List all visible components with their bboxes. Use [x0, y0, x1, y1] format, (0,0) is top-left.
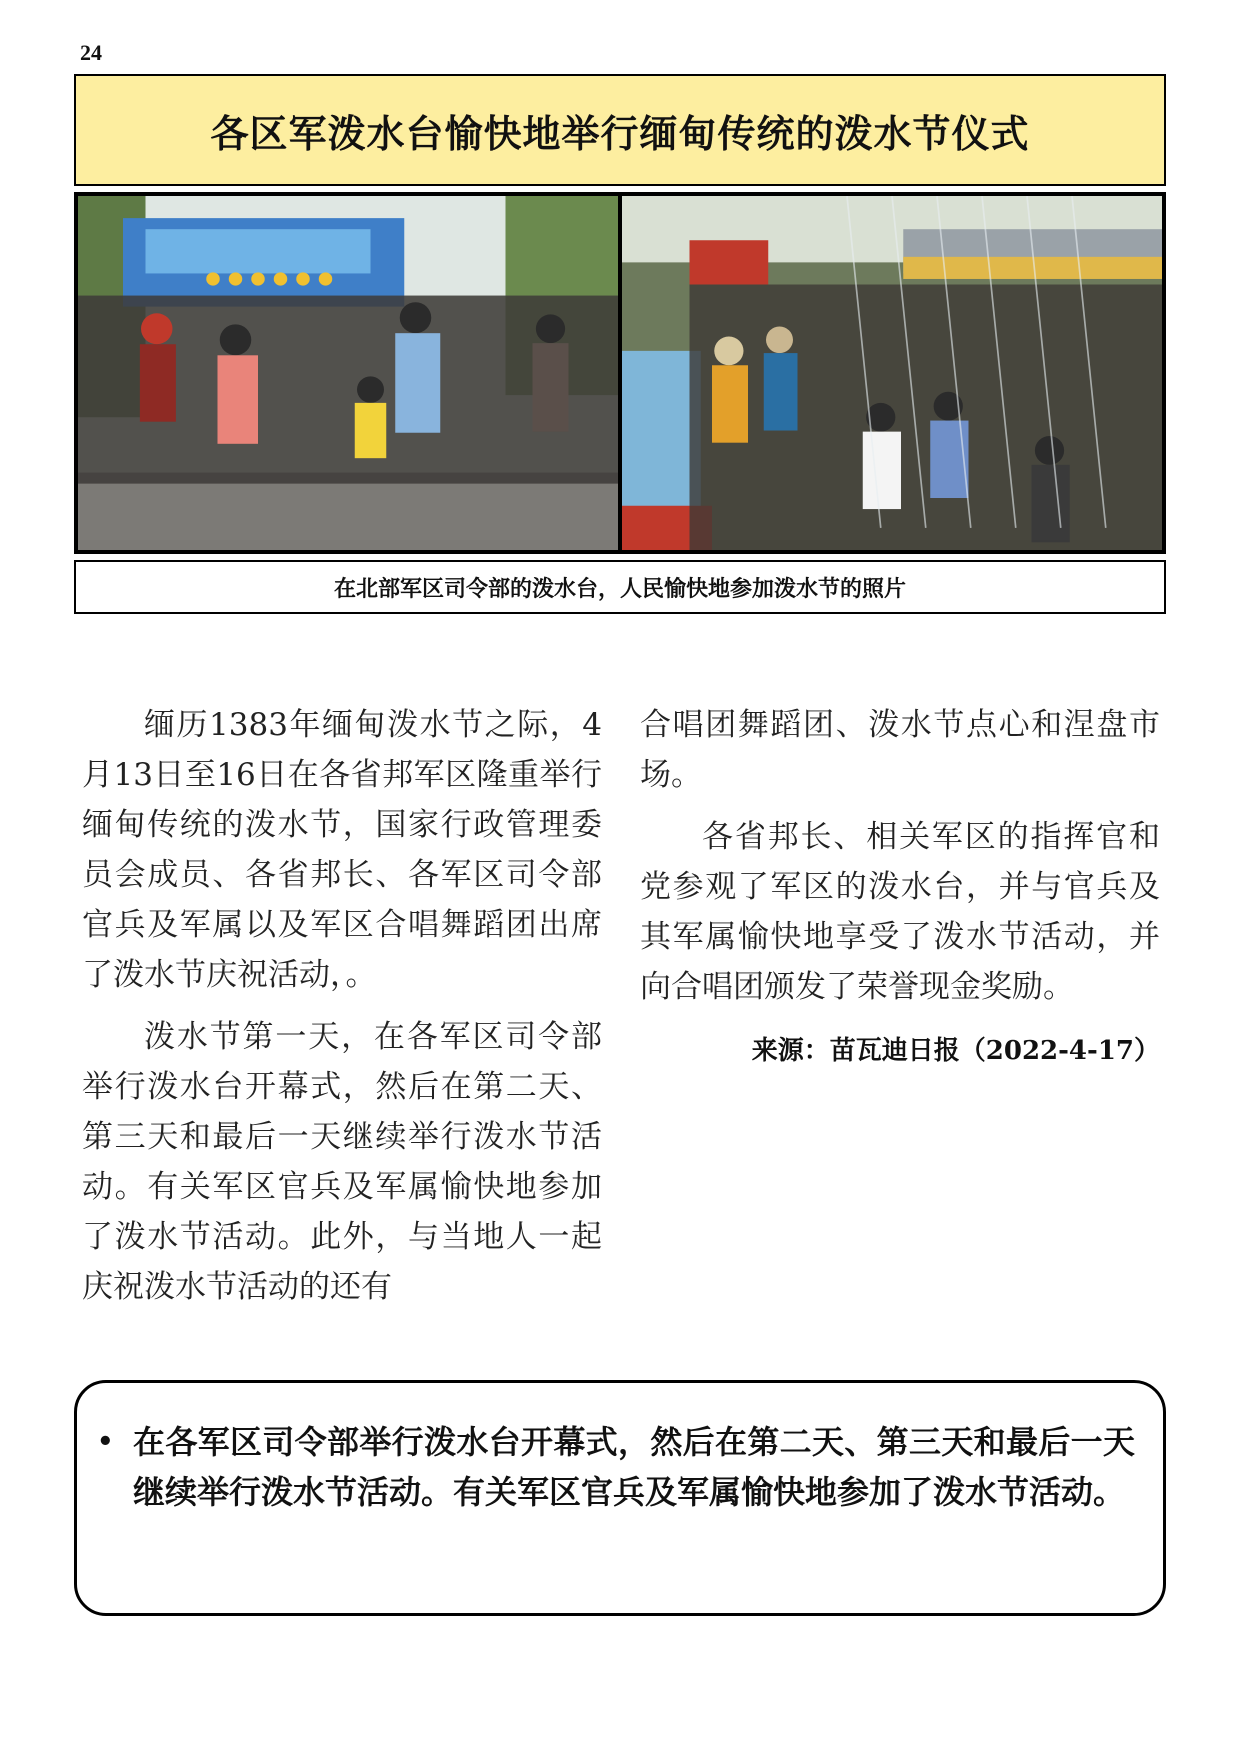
summary-box	[74, 1380, 1166, 1616]
article-title: 各区军泼水台愉快地举行缅甸传统的泼水节仪式	[210, 111, 1030, 156]
article-paragraph: 合唱团舞蹈团、泼水节点心和涅盘市场。	[640, 707, 1160, 793]
photo-water-festival-dancing	[622, 196, 1162, 550]
article-title-banner	[74, 74, 1166, 186]
article-column-left	[82, 700, 602, 1324]
photo-festival-stage-crowd	[78, 196, 618, 550]
article-source: 来源：苗瓦迪日报（2022-4-17）	[751, 1036, 1160, 1066]
page-number: 24	[80, 40, 102, 65]
photo-caption-box	[74, 560, 1166, 614]
article-paragraph: 泼水节第一天，在各军区司令部举行泼水台开幕式，然后在第二天、第三天和最后一天继续举行泼水节活动。有关军区官兵及军属愉快地参加了泼水节活动。此外，与当地人一起庆祝泼水节活动的还有	[82, 1019, 602, 1305]
article-paragraph: 各省邦长、相关军区的指挥官和党参观了军区的泼水台，并与官兵及其军属愉快地享受了泼水节活动，并向合唱团颁发了荣誉现金奖励。	[640, 819, 1160, 1005]
bullet-icon: •	[97, 1427, 114, 1457]
summary-text: 在各军区司令部举行泼水台开幕式，然后在第二天、第三天和最后一天继续举行泼水节活动。有关军区官兵及军属愉快地参加了泼水节活动。	[133, 1423, 1135, 1511]
article-paragraph: 缅历1383年缅甸泼水节之际，4月13日至16日在各省邦军区隆重举行缅甸传统的泼水节，国家行政管理委员会成员、各省邦长、各军区司令部官兵及军属以及军区合唱舞蹈团出席了泼水节庆祝活动，。	[82, 707, 602, 993]
festival-stage-photo	[78, 196, 618, 550]
photo-row	[74, 192, 1166, 554]
article-column-right	[640, 700, 1160, 1076]
photo-caption: 在北部军区司令部的泼水台，人民愉快地参加泼水节的照片	[333, 575, 906, 602]
summary-list	[97, 1417, 1135, 1517]
summary-item	[97, 1417, 1135, 1517]
water-festival-photo	[622, 196, 1162, 550]
